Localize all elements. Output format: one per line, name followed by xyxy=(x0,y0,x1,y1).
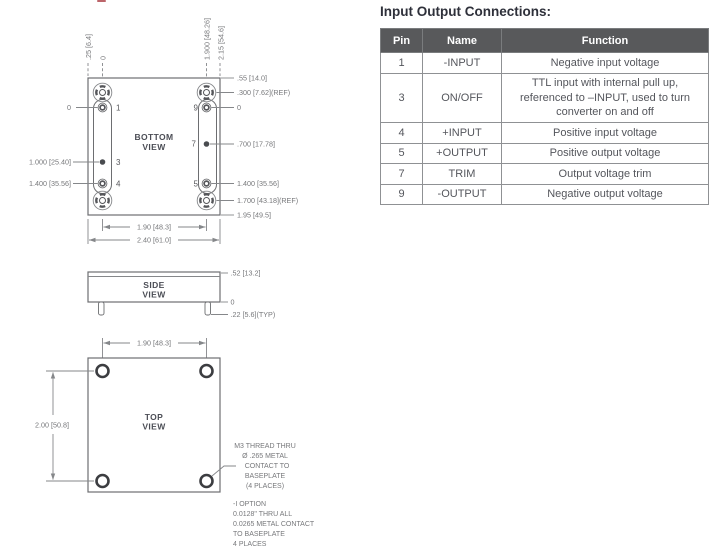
view-label: SIDE xyxy=(143,280,165,290)
cell-function: Output voltage trim xyxy=(502,164,709,185)
dim-arrow xyxy=(213,238,220,242)
pin-number: 1 xyxy=(116,103,121,113)
dim-arrow xyxy=(199,225,206,229)
note-line: BASEPLATE xyxy=(244,473,286,480)
view-label: VIEW xyxy=(142,289,166,300)
table-row xyxy=(381,53,709,74)
mounting-hole-icon xyxy=(97,365,109,377)
dim-label: 2.15 [54.6] xyxy=(216,26,226,60)
pin-leg xyxy=(205,302,211,315)
note-line: (4 PLACES) xyxy=(245,483,285,490)
dim-label: 1.400 [35.56] xyxy=(237,179,279,188)
dim-arrow xyxy=(89,238,96,242)
table-row xyxy=(381,123,709,144)
dim-label: 1.95 [49.5] xyxy=(237,210,271,220)
cell-pin: 5 xyxy=(381,143,423,164)
io-connections-table xyxy=(380,28,709,205)
cell-function: Negative output voltage xyxy=(502,184,709,205)
pin-9-icon xyxy=(202,103,211,112)
side-view xyxy=(88,269,275,320)
cell-name: TRIM xyxy=(423,164,502,185)
note-line: 4 PLACES xyxy=(233,541,267,548)
table-row xyxy=(381,164,709,185)
table-row xyxy=(381,73,709,123)
cell-name: ON/OFF xyxy=(423,73,502,123)
view-label: VIEW xyxy=(142,421,166,432)
dim-arrow xyxy=(199,341,206,345)
pin-number: 4 xyxy=(116,179,121,189)
pin-1-icon xyxy=(98,103,107,112)
dim-label: .22 [5.6](TYP) xyxy=(230,310,276,319)
note-line: CONTACT TO xyxy=(244,463,290,470)
dim-label: .55 [14.0] xyxy=(237,73,267,83)
dim-label: 1.90 [48.3] xyxy=(137,338,171,348)
col-header-function: Function xyxy=(502,29,709,53)
io-table-body xyxy=(381,53,709,205)
cell-pin: 1 xyxy=(381,53,423,74)
cell-name: -OUTPUT xyxy=(423,184,502,205)
dim-label: 1.90 [48.3] xyxy=(137,222,171,232)
view-label: BOTTOM xyxy=(134,132,174,142)
dim-label: 0 xyxy=(67,103,71,112)
mounting-hole-icon xyxy=(201,475,213,487)
cell-pin: 9 xyxy=(381,184,423,205)
dim-label: 1.400 [35.56] xyxy=(29,179,71,188)
dim-label: .52 [13.2] xyxy=(230,268,261,278)
dim-label: 0 xyxy=(98,56,108,60)
dim-label: 2.40 [61.0] xyxy=(137,235,171,245)
table-header-row xyxy=(381,29,709,53)
note-line: 0.0128" THRU ALL xyxy=(233,511,293,518)
red-artifact xyxy=(97,0,106,2)
dim-label: 1.000 [25.40] xyxy=(29,157,71,167)
dim-arrow xyxy=(51,372,55,379)
pin-5-icon xyxy=(202,179,211,188)
col-header-pin: Pin xyxy=(381,29,423,53)
dim-arrow xyxy=(51,474,55,481)
pin-number: 9 xyxy=(193,103,198,113)
pin-number: 3 xyxy=(116,158,121,167)
note-line: TO BASEPLATE xyxy=(233,531,285,538)
table-row xyxy=(381,184,709,205)
note-line: Ø .265 METAL xyxy=(242,453,288,460)
cell-name: +OUTPUT xyxy=(423,143,502,164)
mounting-hole-icon xyxy=(201,365,213,377)
dim-label: .300 [7.62](REF) xyxy=(237,88,291,97)
io-connections-title: Input Output Connections: xyxy=(380,4,551,19)
cell-function: Positive output voltage xyxy=(502,143,709,164)
note-line: -I OPTION xyxy=(233,501,267,508)
io-connections-section xyxy=(380,4,712,205)
cell-pin: 4 xyxy=(381,123,423,144)
cell-pin: 7 xyxy=(381,164,423,185)
pin-number: 7 xyxy=(191,139,196,149)
note-line: M3 THREAD THRU xyxy=(234,443,296,450)
cell-pin: 3 xyxy=(381,73,423,123)
pin-leg xyxy=(99,302,105,315)
dim-label: .700 [17.78] xyxy=(237,139,275,149)
view-label: VIEW xyxy=(142,142,166,152)
cell-name: +INPUT xyxy=(423,123,502,144)
dim-label: 0 xyxy=(230,297,235,307)
cell-function: TTL input with internal pull up, referenced to –INPUT, used to turn converter on and off xyxy=(502,73,709,123)
cell-function: Positive input voltage xyxy=(502,123,709,144)
dim-label: 0 xyxy=(237,103,241,112)
top-view xyxy=(35,338,315,548)
bottom-view xyxy=(29,18,298,245)
dim-arrow xyxy=(104,341,111,345)
pin-3-icon xyxy=(100,159,106,165)
cell-function: Negative input voltage xyxy=(502,53,709,74)
dim-arrow xyxy=(104,225,111,229)
view-label: TOP xyxy=(144,412,164,422)
table-row xyxy=(381,143,709,164)
dim-label: 2.00 [50.8] xyxy=(35,420,69,430)
pin-7-icon xyxy=(204,141,210,147)
dim-label: 1.900 [48.26] xyxy=(202,18,212,60)
note-line: 0.0265 METAL CONTACT xyxy=(233,521,315,528)
col-header-name: Name xyxy=(423,29,502,53)
mounting-hole-icon xyxy=(97,475,109,487)
pin-4-icon xyxy=(98,179,107,188)
dim-label: 1.700 [43.18](REF) xyxy=(237,196,299,205)
dim-label: .25 [6.4] xyxy=(84,34,93,60)
cell-name: -INPUT xyxy=(423,53,502,74)
pin-number: 5 xyxy=(193,179,198,189)
